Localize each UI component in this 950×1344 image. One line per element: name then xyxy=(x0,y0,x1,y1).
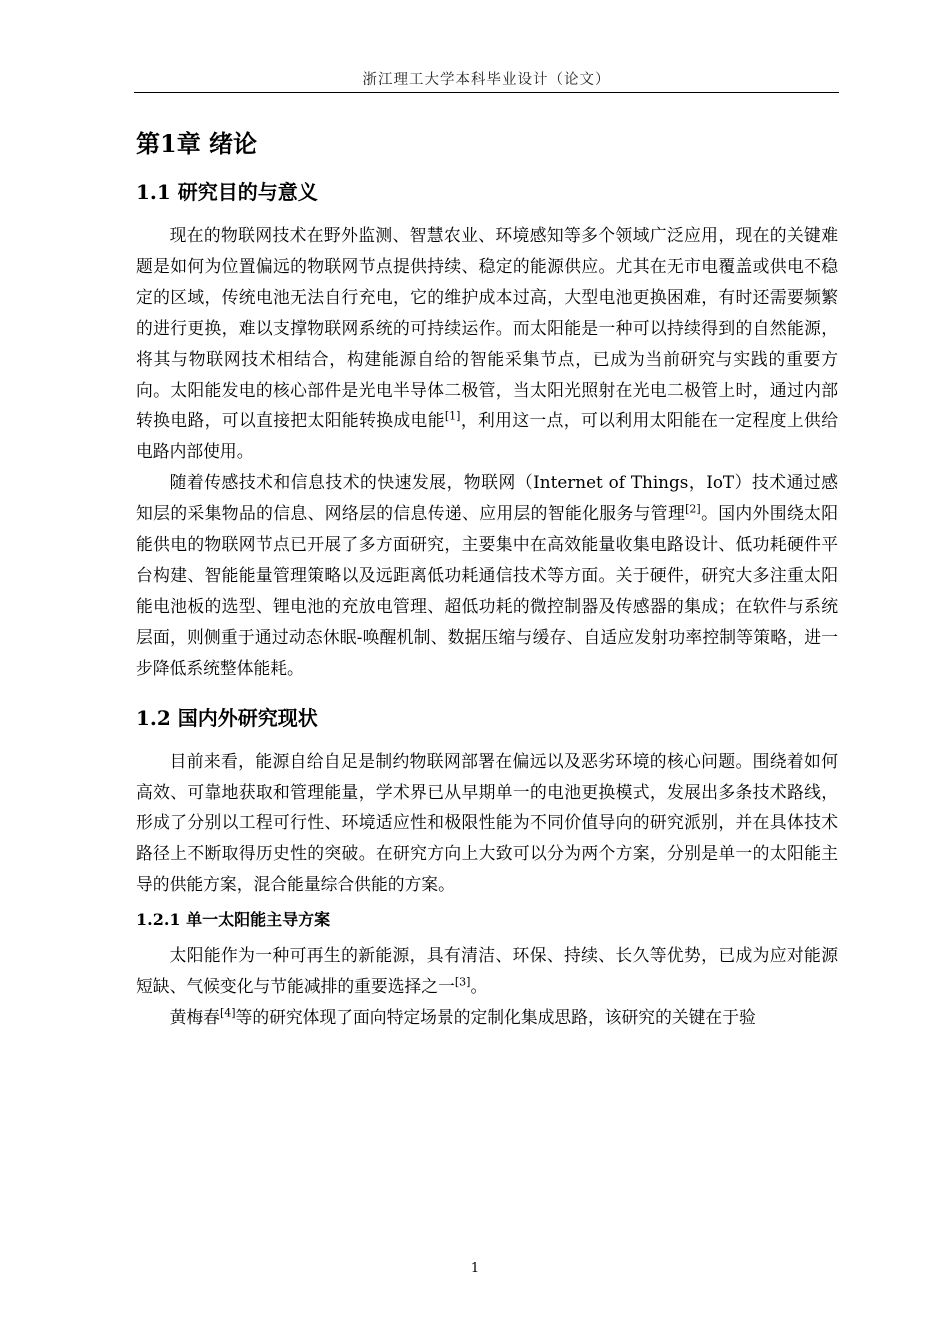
paragraph: 黄梅春[4]等的研究体现了面向特定场景的定制化集成思路，该研究的关键在于验 xyxy=(169,1006,756,1027)
chapter-title: 第1章 绪论 xyxy=(136,129,258,158)
page-number: 1 xyxy=(470,1261,480,1276)
subsection-heading-1-2-1: 1.2.1 单一太阳能主导方案 xyxy=(136,910,331,930)
running-header: 浙江理工大学本科毕业设计（论文） xyxy=(362,72,611,88)
paragraph: 太阳能作为一种可再生的新能源，具有清洁、环保、持续、长久等优势，已成为应对能源短缺、气候变化与节能减排的重要选择之一[3]。 xyxy=(136,945,838,997)
citation-ref[interactable]: [3] xyxy=(454,975,471,989)
paragraph: 随着传感技术和信息技术的快速发展，物联网（Internet of Things，IoT）技术通过感知层的采集物品的信息、网络层的信息传递、应用层的智能化服务与管理[2]。国内外围绕太阳能供电的物联网节点已开展了多方面研究，主要集中在高效能量收集电路设计、低功耗硬件平台构建、智能能量管理策略以及远距离低功耗通信技术等方面。关于硬件，研究大多注重太阳能电池板的选型、锂电池的充放电管理、超低功耗的微控制器及传感器的集成；在软件与系统层面，则侧重于通过动态休眠-唤醒机制、数据压缩与缓存、自适应发射功率控制等策略，进一步降低系统整体能耗。 xyxy=(136,472,838,678)
citation-ref[interactable]: [4] xyxy=(219,1006,236,1020)
paragraph: 目前来看，能源自给自足是制约物联网部署在偏远以及恶劣环境的核心问题。围绕着如何高效、可靠地获取和管理能量，学术界已从早期单一的电池更换模式，发展出多条技术路线，形成了分别以工程可行性、环境适应性和极限性能为不同价值导向的研究派别，并在具体技术路径上不断取得历史性的突破。在研究方向上大致可以分为两个方案，分别是单一的太阳能主导的供能方案，混合能量综合供能的方案。 xyxy=(136,750,838,895)
section-heading-1-2: 1.2 国内外研究现状 xyxy=(136,705,318,730)
section-heading-1-1: 1.1 研究目的与意义 xyxy=(136,180,318,204)
citation-ref[interactable]: [1] xyxy=(444,409,461,423)
citation-ref[interactable]: [2] xyxy=(685,502,701,516)
paragraph: 现在的物联网技术在野外监测、智慧农业、环境感知等多个领域广泛应用，现在的关键难题是如何为位置偏远的物联网节点提供持续、稳定的能源供应。尤其在无市电覆盖或供电不稳定的区域，传统电池无法自行充电，它的维护成本过高，大型电池更换困难，有时还需要频繁的进行更换，难以支撑物联网系统的可持续运作。而太阳能是一种可以持续得到的自然能源，将其与物联网技术相结合，构建能源自给的智能采集节点，已成为当前研究与实践的重要方向。太阳能发电的核心部件是光电半导体二极管，当太阳光照射在光电二极管上时，通过内部转换电路，可以直接把太阳能转换成电能[1]，利用这一点，可以利用太阳能在一定程度上供给电路内部使用。 xyxy=(136,225,838,462)
page-body xyxy=(136,106,838,1033)
header-rule xyxy=(134,92,839,93)
